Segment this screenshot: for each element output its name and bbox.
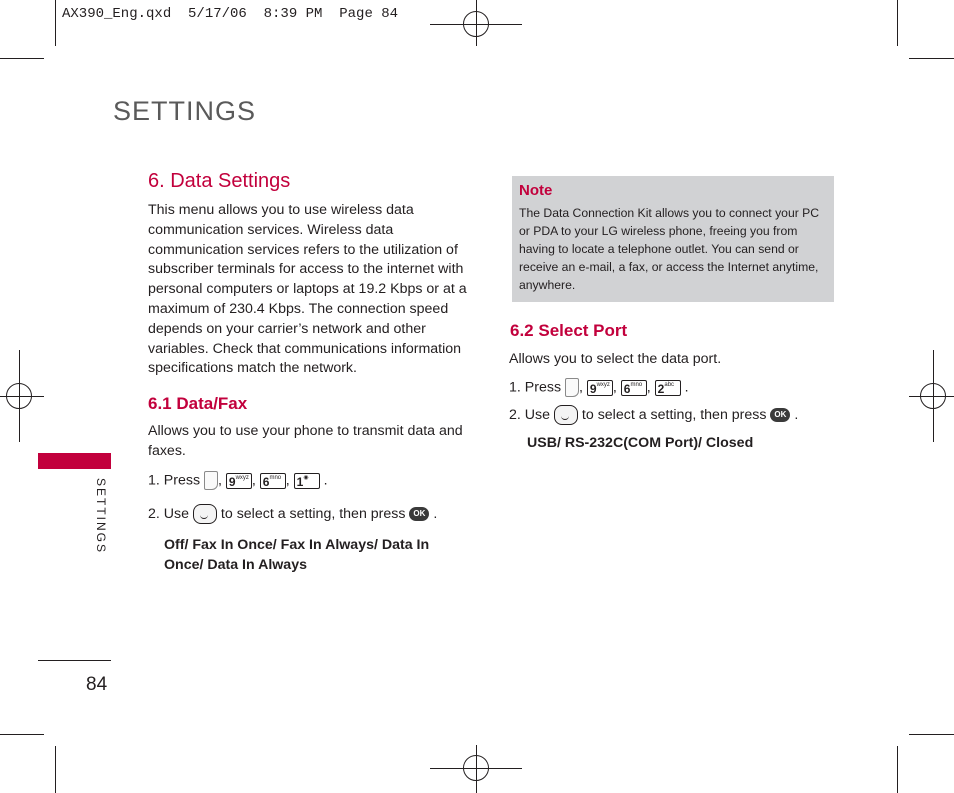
crop-mark	[0, 58, 44, 59]
subsection-heading-data-fax: 6.1 Data/Fax	[148, 394, 248, 413]
ok-key-icon: OK	[770, 408, 790, 422]
section-heading: 6. Data Settings	[148, 170, 291, 192]
data-fax-description: Allows you to use your phone to transmit data and faxes.	[148, 423, 463, 459]
crop-mark	[897, 746, 898, 793]
key-9-icon: $9^{wxyz}$	[587, 380, 613, 396]
navigation-key-icon	[554, 405, 578, 425]
select-port-description: Allows you to select the data port.	[509, 351, 722, 367]
navigation-key-icon	[193, 504, 217, 524]
select-port-step-1: 1. Press , $9^{wxyz}$ , $6^{mno}$ , $2^{abc}$ .	[509, 379, 689, 396]
key-6-icon: $6^{mno}$	[621, 380, 647, 396]
side-tab-label: SETTINGS	[94, 478, 108, 555]
subsection-heading-select-port: 6.2 Select Port	[510, 321, 628, 340]
send-key-icon	[204, 471, 218, 490]
note-title: Note	[519, 182, 553, 199]
crop-mark	[55, 746, 56, 793]
footer-rule	[38, 660, 111, 661]
crop-mark	[909, 734, 954, 735]
page-title: SETTINGS	[113, 96, 257, 126]
ok-key-icon: OK	[409, 507, 429, 521]
key-6-icon: $6^{mno}$	[260, 473, 286, 489]
crop-mark	[909, 58, 954, 59]
page-number: 84	[86, 674, 108, 695]
section-intro: This menu allows you to use wireless data communication services. Wireless data communication services refers to the utilization of subscriber terminals for access to the internet with personal computers or laptops at 19.2 Kbps or at a maximum of 230.4 Kbps. The connection speed depends on your carrier’s network and other variables. Check that communications information specifications match the network.	[148, 202, 467, 377]
crop-mark	[55, 0, 56, 46]
send-key-icon	[565, 378, 579, 397]
select-port-options: USB/ RS-232C(COM Port)/ Closed	[527, 435, 754, 451]
note-text: The Data Connection Kit allows you to connect your PC or PDA to your LG wireless phone, freeing you from having to locate a telephone outlet. You can send or receive an e-mail, a fax, or access the Internet anytime, anywhere.	[519, 206, 820, 292]
crop-mark	[897, 0, 898, 46]
print-slug: AX390_Eng.qxd 5/17/06 8:39 PM Page 84	[62, 6, 399, 22]
select-port-step-2: 2. Use to select a setting, then press OK .	[509, 405, 798, 426]
crop-mark	[0, 734, 44, 735]
data-fax-options: Off/ Fax In Once/ Fax In Always/ Data In Once/ Data In Always	[164, 537, 430, 573]
key-9-icon: $9^{wxyz}$	[226, 473, 252, 489]
data-fax-step-2: 2. Use to select a setting, then press OK .	[148, 504, 437, 525]
data-fax-step-1: 1. Press , $9^{wxyz}$ , $6^{mno}$ , 1◉ .	[148, 472, 328, 489]
side-tab-bar	[38, 453, 111, 469]
key-1-icon: 1◉	[294, 473, 320, 489]
key-2-icon: $2^{abc}$	[655, 380, 681, 396]
